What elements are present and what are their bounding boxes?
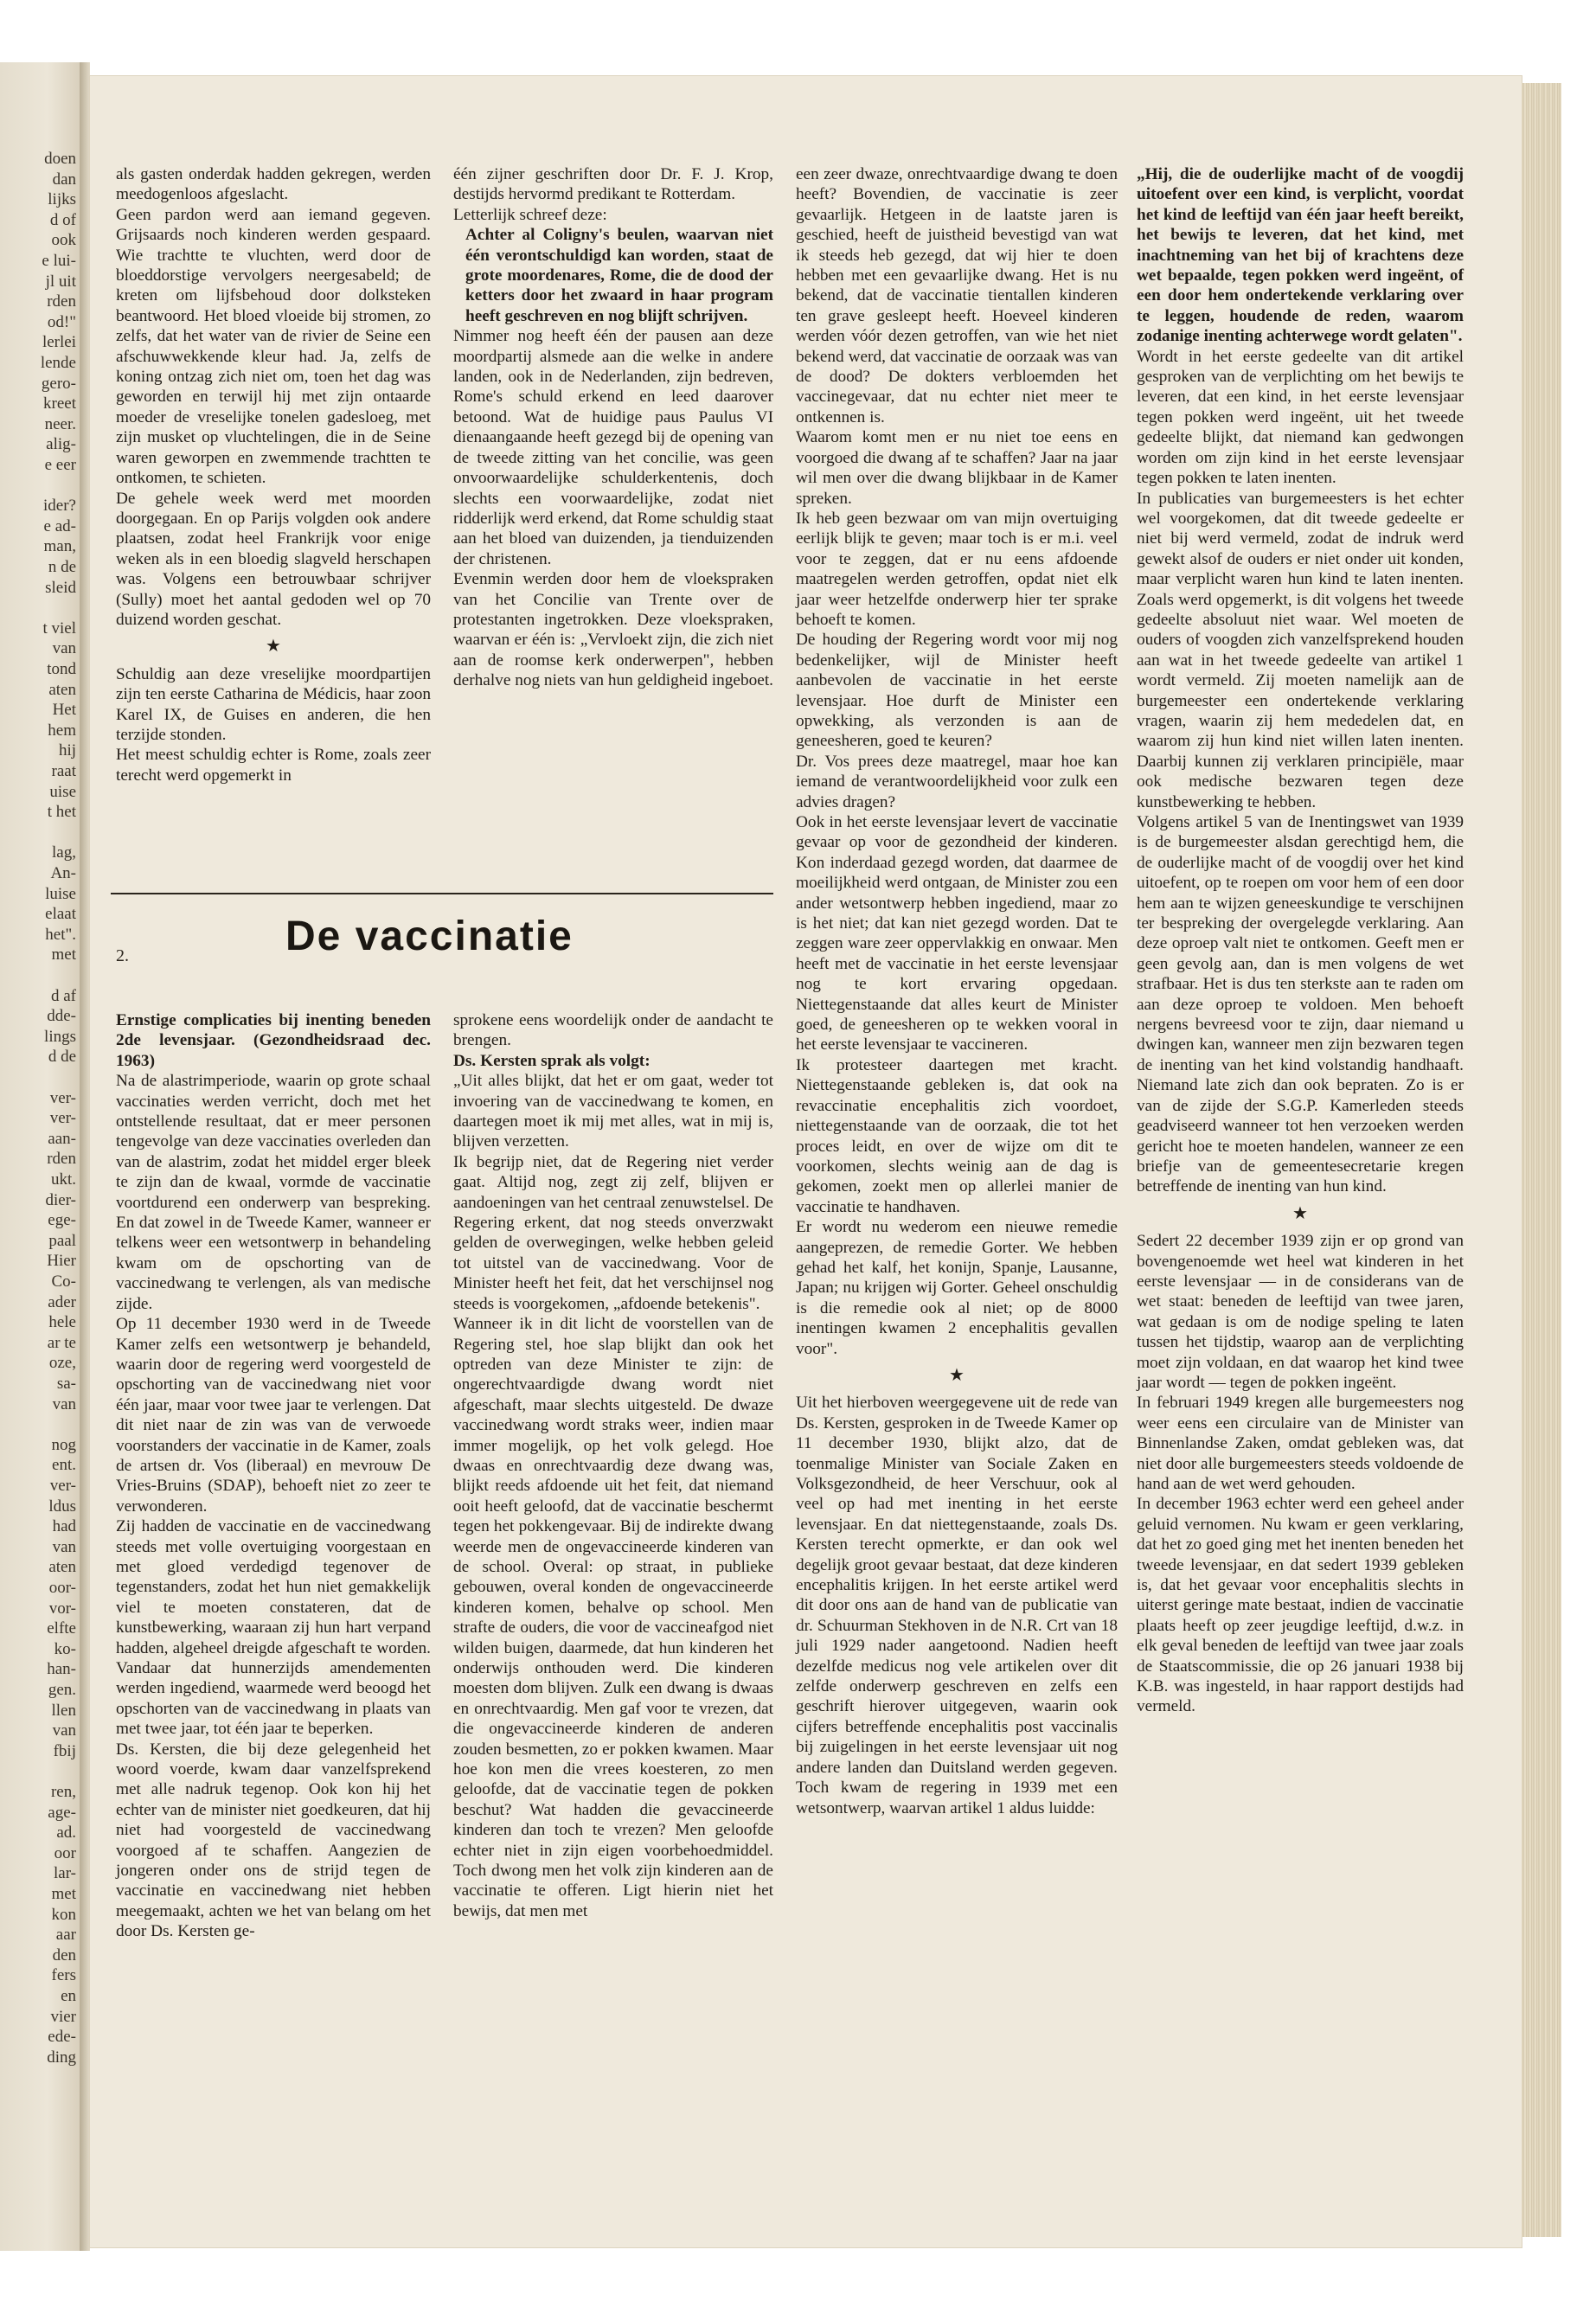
left-page-text-fragment: lar- — [54, 1864, 76, 1883]
left-page-text-fragment: hij — [58, 741, 76, 760]
left-page-text-fragment: ider? — [43, 497, 76, 516]
left-page-text-fragment: van — [52, 639, 76, 658]
paragraph: Ds. Kersten sprak als volgt: — [453, 1051, 651, 1070]
paragraph: In december 1963 echter werd een geheel ander geluid vernomen. Nu kwam er geen verklaring, dat het zo goed ging met het inenten beneden het tweede levensjaar, en dat sedert 1939 gebleken is, dat het gevaar voor encephalitis slechts in uiterst geringe mate bestaat, indien de vaccinatie plaats heeft op zeer jeugdige leeftijd, d.w.z. in elk geval beneden de leeftijd van twee jaar zoals de Staatscommissie, die op 26 januari 1938 bij K.B. was ingesteld, in haar rapport destijds had vermeld. — [1137, 1495, 1464, 1716]
column-3 — [796, 164, 1118, 1818]
left-page-text-fragment: den — [52, 1945, 76, 1965]
left-page-text-fragment: fbij — [53, 1741, 76, 1760]
paragraph: Ik heb geen bezwaar om van mijn overtuiging eerlijk blijk te geven; maar toch is er m.i. veel voor te zeggen, dat er nu eens afdoende maatregelen werden getroffen, opdat niet elk jaar weer hetzelfde onderwerp hier ter sprake behoeft te komen. — [796, 509, 1118, 629]
paragraph: Waarom komt men er nu niet toe eens en voorgoed die dwang af te schaffen? Jaar na jaar wil men over die dwang blijkbaar in de Kamer spreken. — [796, 428, 1118, 508]
left-page-text-fragment: ldus — [48, 1497, 76, 1516]
column-1-top — [116, 164, 431, 785]
paragraph: Evenmin werden door hem de vloekspraken van het Concilie van Trente over de protestanten ingetrokken. Deze vloekspraken, waarvan er één is: „Vervloekt zijn, die zich niet aan de roomse kerk onderwerpen", hebben derhalve nog niets van hun geldigheid ingeboet. — [453, 570, 773, 690]
left-page-text-fragment: ko- — [54, 1639, 76, 1658]
book-gutter — [80, 62, 90, 2251]
paragraph: Volgens artikel 5 van de Inentingswet van 1939 is de burgemeester alsdan gerechtigd hem, die de ouderlijke macht of de voogdij over het kind uitoefent, op te roepen om voor hem of een door hem aan te wijzen geneeskundige te verschijnen ter bespreking der overgelegde verklaring. Aan deze oproep valt niet te ontkomen. Geeft men er geen gevolg aan, dan is men volgens de wet strafbaar. Het is dus ten sterkste aan te raden om aan deze oproep te voldoen. Men behoeft nergens bevreesd voor te zijn, daar niemand u dwingen kan, wanneer men zijn bezwaren tegen de inenting van het kind volstandig handhaaft. Niemand late zich dan ook bepraten. Zo is er van de zijde der S.G.P. Kamerleden steeds geadviseerd wanneer tot hen verzoeken werden gericht hoe te moeten handelen, wanneer ze een briefje van de gemeentesecretarie kregen betreffende de inenting van hun kind. — [1137, 813, 1464, 1196]
paragraph: Ook in het eerste levensjaar levert de vaccinatie gevaar op voor de gezondheid der kinderen. Kon inderdaad gezegd worden, dat daarmee de moeilijkheid werd ontgaan, de Minister zou een ander wetsontwerp hebben ingediend, maar zo is het niet; dat kan niet gezegd worden. Dat te zeggen ware zeer oppervlakkig en onwaar. Men heeft met de vaccinatie in het eerste levensjaar nog te kort ervaring opgedaan. Niettegenstaande dat alles keurt de Minister goed, de geneesheren op te wekken vooral in het eerste levensjaar te vaccineren. — [796, 813, 1118, 1054]
left-page-text-fragment: ren, — [50, 1783, 76, 1801]
left-page-text-fragment: met — [51, 945, 76, 965]
left-page-text-fragment: gero- — [41, 374, 76, 393]
paragraph: „Hij, die de ouderlijke macht of de voogdij uitoefent over een kind, is verplicht, voordat het kind de leeftijd van één jaar heeft bereikt, het bewijs te leveren, dat het kind, met inachtneming van het bij of krachtens deze wet bepaalde, tegen pokken werd ingeënt, of een door hem ondertekende verklaring over te leggen, houdende de reden, waarom zodanige inenting achterwege wordt gelaten". — [1137, 165, 1464, 346]
section-number: 2. — [116, 946, 129, 965]
left-page-text-fragment: age- — [48, 1803, 76, 1822]
paragraph: Nimmer nog heeft één der pausen aan deze moordpartij alsmede aan die welke in andere landen, ook in de Nederlanden, zijn bedreven, Rome's schuld erkend en leed daarover betoond. Wat de huidige paus Paulus VI dienaangaande heeft gezegd bij de opening van de tweede zitting van het concilie, was geen onvoorwaardelijke schulderkentenis, doch slechts een voorwaardelijke, zodat niet ridderlijk werd erkend, dat Rome schuldig staat aan het bloed van duizenden, ja tienduizenden der christenen. — [453, 327, 773, 568]
left-page-text-fragment: aten — [48, 1558, 76, 1577]
left-page-text-fragment: oze, — [48, 1354, 76, 1373]
left-page-text-fragment: e lui- — [42, 252, 76, 270]
left-page-text-fragment: hele — [48, 1313, 76, 1332]
left-page-text-fragment: aten — [48, 680, 76, 699]
left-page-text-fragment: jl uit — [45, 272, 76, 291]
left-page-text-fragment: van — [52, 1721, 76, 1740]
left-page-text-fragment: ar te — [47, 1333, 76, 1352]
paragraph: Op 11 december 1930 werd in de Tweede Kamer zelfs een wetsontwerp je behandeld, waarin door de regering werd voorgesteld de opschorting van de vaccinedwang niet voor één jaar, maar voor twee jaar te verlengen. Dat dit niet naar de zin was van de verwoede voorstanders der vaccinatie in de Kamer, zoals de artsen dr. Vos (liberaal) en mevrouw De Vries-Bruins (SDAP), behoeft niet zo zeer te verwonderen. — [116, 1315, 431, 1516]
left-page-text-fragment: Hier — [47, 1252, 76, 1271]
separator-star: ★ — [949, 1365, 965, 1385]
column-2-top — [453, 164, 773, 691]
left-page-text-fragment: Co- — [51, 1272, 76, 1291]
left-page-text-fragment: had — [52, 1517, 76, 1536]
left-page-text-fragment: Het — [52, 701, 76, 720]
left-page-text-fragment: sa- — [56, 1375, 76, 1393]
paragraph: een zeer dwaze, onrechtvaardige dwang te doen heeft? Bovendien, de vaccinatie is zeer gevaarlijk. Hetgeen in de laatste jaren is geschied, heeft de juistheid bevestigd van wat ik steeds heb gezegd, dat wij hier te doen hebben met een gevaarlijke dwang. Het is nu bekend, dat de vaccinatie tientallen kinderen ten grave gesleept heeft. Hoeveel kinderen werden vóór dezen getroffen, van wie het niet bekend werd, dat vaccinatie de oorzaak was van de dood? De dokters verbloemden het vaccinegevaar, dat nu echter niet meer te ontkennen is. — [796, 165, 1118, 426]
column-4 — [1137, 164, 1464, 1717]
left-page-text-fragment: lings — [44, 1027, 76, 1046]
left-page-text-fragment: ede- — [48, 2028, 76, 2047]
left-page-text-fragment: van — [52, 1537, 76, 1556]
left-page-text-fragment: lende — [40, 354, 76, 372]
left-page-text-fragment: uise — [49, 782, 76, 801]
left-page-text-fragment: aar — [55, 1926, 76, 1945]
left-page-text-fragment: ook — [51, 231, 76, 250]
left-page-text-fragment: met — [51, 1885, 76, 1903]
left-page-text-fragment: ent. — [52, 1456, 76, 1475]
separator-star: ★ — [266, 637, 281, 657]
separator-star: ★ — [1292, 1203, 1308, 1223]
paragraph: Na de alastrimperiode, waarin op grote schaal vaccinaties werden verricht, doch met het ontstellende resultaat, dat er meer personen tengevolge van deze vaccinaties overleden dan van de alastrim, zodat het middel erger bleek te zijn dan de kwaal, vormde de vaccinatie voortdurend een onderwerp van bespreking. En dat zowel in de Tweede Kamer, wanneer er telkens weer een wetsontwerp in behandeling kwam om de opschorting van de vaccinedwang te verlengen, als van medische zijde. — [116, 1072, 431, 1313]
paragraph: Achter al Coligny's beulen, waarvan niet één verontschuldigd kan worden, staat de grote moordenares, Rome, die de dood der ketters door het zwaard in haar program heeft geschreven en nog blijft schrijven. — [465, 226, 773, 325]
left-page-text-fragment: ader — [48, 1292, 76, 1311]
paragraph: Wanneer ik in dit licht de voorstellen van de Regering stel, hoe slap blijkt dan ook het optreden van deze Minister te zijn: de ongerechtvaardigde dwang wordt niet afgeschaft, maar slechts uitgesteld. De dwaze vaccinedwang wordt straks weer, indien maar immer mogelijk, op het volk gelegd. Hoe dwaas en onrechtvaardig deze dwang was, blijkt reeds afdoende uit het feit, dat niemand ooit heeft geloofd, dat de vaccinatie beschermt tegen het pokkengevaar. Bij de indirekte dwang weerde men de ongevaccineerde kinderen van de school. Overal: op straat, in publieke gebouwen, overal konden de ongevaccineerde kinderen komen, behalve op school. Men strafte de ouders, die voor de vaccineafgod niet wilden buigen, daarmede, dat hun kinderen het onderwijs onthouden werd. Die kinderen moesten dom blijven. Zulk een dwang is dwaas en onrechtvaardig. Men gaf voor te vrezen, dat die ongevaccineerde kinderen de anderen zouden besmetten, zo er pokken kwamen. Maar hoe kon men die vrees koesteren, zo men geloofde, dat de vaccinatie tegen de pokken beschut? Wat hadden die gevaccineerde kinderen dan toch te vrezen? Men geloofde echter niet in zijn eigen voorbehoedmiddel. Toch dwong men het volk zijn kinderen aan de vaccinatie te offeren. Ligt hierin niet het bewijs, dat men met — [453, 1315, 773, 1920]
left-page-text-fragment: nog — [51, 1435, 76, 1454]
left-page-text-fragment: oor- — [48, 1579, 76, 1597]
left-page-text-fragment: e ad- — [43, 516, 76, 535]
paragraph: Zij hadden de vaccinatie en de vaccinedwang steeds met volle overtuiging voorgestaan en met gloed verdedigd tegenover de tegenstanders, zodat het hun niet gemakkelijk viel te moeten constateren, dat de kunstbewerking, waaraan zij hun hart verpand hadden, algeheel dreigde afgeschaft te worden. Vandaar dat hunnerzijds amendementen werden ingediend, waarmede werd beoogd het opschorten van de vaccinedwang in plaats van met twee jaar, tot één jaar te beperken. — [116, 1517, 431, 1739]
paragraph: Geen pardon werd aan iemand gegeven. Grijsaards noch kinderen werden gespaard. Wie trachtte te vluchten, werd door de bloeddorstige vervolgers neergesabeld; de kreten om lijfsbehoud door dolksteken beantwoord. Het bloed vloeide bij stromen, zo zelfs, dat het water van de rivier de Seine een afschuwwekkende kleur had. Ja, zelfs de koning ontzag zich niet om, toen het dag was geworden en terwijl hij met zijn ontaarde moeder de vreselijke tonelen gadesloeg, met zijn musket op vluchtelingen, die in de Seine waren geworpen en zwemmende trachtten te ontkomen, te schieten. — [116, 205, 431, 488]
left-page-text-fragment: ege- — [48, 1211, 76, 1230]
paragraph: Ds. Kersten, die bij deze gelegenheid het woord voerde, kwam daar vanzelfsprekend met alle nadruk tegenop. Ook kon hij het echter van de minister niet goedkeuren, dat hij niet had voorgesteld de vaccinedwang voorgoed af te schaffen. Aangezien de jongeren onder ons de strijd tegen de vaccinatie en vaccinedwang niet hebben meegemaakt, achten we het van belang om het door Ds. Kersten ge- — [116, 1740, 431, 1941]
paragraph: Wordt in het eerste gedeelte van dit artikel gesproken van de verplichting om het bewijs te leveren, dat een kind, in het eerste levensjaar tegen pokken werd ingeënt, uit het tweede gedeelte blijkt, dat niemand kan gedwongen worden om zijn kind in het eerste levensjaar tegen pokken te laten inenten. — [1137, 347, 1464, 488]
left-page-text-fragment: d de — [48, 1048, 76, 1067]
left-page-text-fragment: e eer — [44, 456, 76, 474]
left-page-text-fragment: luise — [45, 884, 76, 903]
left-page-fragment — [0, 62, 81, 2251]
left-page-text-fragment: llen — [51, 1701, 76, 1720]
left-page-text-fragment: ad. — [56, 1823, 76, 1843]
left-page-text-fragment: hem — [48, 721, 76, 740]
paragraph: In publicaties van burgemeesters is het echter wel voorgekomen, dat dit tweede gedeelte er niet bij werd vermeld, zodat de indruk werd gewekt alsof de ouders er niet onder uit konden, maar verplicht waren hun kind te laten inenten. Zoals werd opgemerkt, is dit volgens het tweede gedeelte absoluut niet waar. Wel moeten de ouders of voogden zich vanzelfsprekend houden aan wat in het tweede gedeelte van artikel 1 wordt vermeld. Zij moeten namelijk aan de burgemeester een ondertekende verklaring vragen, waarin zij hem mededelen dat, en waarom zij hun kind niet willen laten inenten. Daarbij kunnen zij verklaren principiële, maar ook medische bezwaren tegen deze kunstbewerking te hebben. — [1137, 489, 1464, 811]
left-page-text-fragment: elaat — [45, 905, 76, 924]
paragraph: De houding der Regering wordt voor mij nog bedenkelijker, wijl de Minister heeft aanbevolen de vaccinatie in het eerste levensjaar. Hoe durft de Minister een opwekking, als verzonden is aan de geneesheren, goed te keuren? — [796, 631, 1118, 751]
paragraph: één zijner geschriften door Dr. F. J. Krop, destijds hervormd predikant te Rotterdam. — [453, 165, 773, 204]
left-page-text-fragment: lijks — [48, 190, 76, 209]
section-divider — [111, 893, 773, 894]
paragraph: Ik protesteer daartegen met kracht. Niettegenstaande gebleken is, dat ook na revaccinatie encephalitis zich voordoet, niettegenstaande van de oorzaak, die tot het proces leidt, en over de wijze om dit te voorkomen, slechts weinig aan de dag is gekomen, zoekt men op allerlei manier de vaccinatie te handhaven. — [796, 1055, 1118, 1216]
paragraph: Uit het hierboven weergegevene uit de rede van Ds. Kersten, gesproken in de Tweede Kamer op 11 december 1930, blijkt alzo, dat de toenmalige Minister van Sociale Zaken en Volksgezondheid, de heer Verschuur, ook al veel op had met inenting in het eerste levensjaar. En dat niettegenstaande, zoals Ds. Kersten terecht opmerkte, er dan ook wel degelijk groot gevaar bestaat, dat deze kinderen encephalitis krijgen. In het eerste artikel werd dit door ons aan de hand van de publicatie van dr. Schuurman Stekhoven in de N.R. Crt van 18 juli 1929 nader aangetoond. Nadien heeft dezelfde medicus nog vele artikelen over dit zelfde onderwerp geschreven en zelfs een geschrift hierover uitgegeven, waarin ook cijfers betreffende encephalitis post vaccinalis bij zuigelingen in het eerste levensjaar uit nog andere landen dan Duitsland werden gegeven. Toch kwam de regering in 1939 met een wetsontwerp, waarvan artikel 1 aldus luidde: — [796, 1394, 1118, 1817]
left-page-text-fragment: kreet — [43, 394, 76, 413]
left-page-text-fragment: dier- — [45, 1190, 76, 1209]
left-page-text-fragment: lerlei — [42, 333, 76, 352]
paragraph: sprokene eens woordelijk onder de aandacht te brengen. — [453, 1011, 773, 1050]
paragraph: „Uit alles blijkt, dat het er om gaat, weder tot invoering van de vaccinedwang te komen, en daartegen moet ik mij met alles, wat in mij is, blijven verzetten. — [453, 1072, 773, 1151]
left-page-text-fragment: elfte — [47, 1619, 76, 1638]
left-page-text-fragment: lag, — [52, 843, 76, 862]
paragraph: Ernstige complicaties bij inenting beneden 2de levensjaar. (Gezondheidsraad dec. 1963) — [116, 1011, 431, 1070]
left-page-text-fragment: n de — [48, 558, 76, 576]
left-page-text-fragment: alig- — [46, 435, 76, 454]
left-page-text-fragment: kon — [51, 1905, 76, 1924]
left-page-text-fragment: t het — [47, 803, 76, 822]
paragraph: Het meest schuldig echter is Rome, zoals zeer terecht werd opgemerkt in — [116, 746, 431, 785]
left-page-text-fragment: ver- — [49, 1088, 76, 1107]
column-1-bottom — [116, 1010, 431, 1942]
column-2-bottom — [453, 1010, 773, 1921]
page-stack-edge — [1522, 83, 1561, 2237]
left-page-text-fragment: ding — [47, 2048, 76, 2067]
left-page-text-fragment: paal — [48, 1231, 76, 1250]
section-title: De vaccinatie — [285, 913, 574, 959]
paragraph: De gehele week werd met moorden doorgegaan. En op Parijs volgden ook andere plaatsen, zodat heel Frankrijk voor enige weken als in een bloedig slagveld herschapen was. Volgens een betrouwbaar schrijver (Sully) moet het aantal gedoden wel op 70 duizend worden geschat. — [116, 489, 431, 629]
left-page-text-fragment: d af — [50, 986, 76, 1005]
left-page-text-fragment: od!" — [47, 312, 76, 331]
paragraph: als gasten onderdak hadden gekregen, werden meedogenloos afgeslacht. — [116, 165, 431, 204]
left-page-text-fragment: van — [52, 1394, 76, 1413]
left-page-text-fragment: neer. — [44, 414, 76, 433]
paragraph: Dr. Vos prees deze maatregel, maar hoe kan iemand de verantwoordelijkheid voor zulk een advies dragen? — [796, 752, 1118, 811]
left-page-text-fragment: vor- — [48, 1599, 76, 1618]
paragraph: In februari 1949 kregen alle burgemeesters nog weer eens een circulaire van de Minister van Binnenlandse Zaken, omdat gebleken was, dat niet door alle burgemeesters steeds voldoende de hand aan de wet werd gehouden. — [1137, 1394, 1464, 1493]
left-page-text-fragment: dan — [52, 170, 76, 189]
left-page-text-fragment: man, — [43, 537, 76, 556]
left-page-text-fragment: rden — [47, 1150, 76, 1169]
left-page-text-fragment: gen. — [48, 1681, 76, 1699]
paragraph: Sedert 22 december 1939 zijn er op grond van bovengenoemde wet heel wat kinderen in het eerste levensjaar — in de considerans van de wet staat: beneden de leeftijd van twee jaren, wat gedaan is om de nodige speling te laten tussen het tijdstip, waarop aan de verplichting moet zijn voldaan, en dat waarop het kind twee jaar wordt — tegen de pokken ingeënt. — [1137, 1232, 1464, 1392]
left-page-text-fragment: t viel — [42, 619, 76, 638]
left-page-text-fragment: tond — [47, 660, 76, 678]
left-page-text-fragment: rden — [47, 292, 76, 311]
left-page-text-fragment: doen — [44, 150, 76, 168]
left-page-text-fragment: aan- — [48, 1129, 76, 1148]
paragraph: Letterlijk schreef deze: — [453, 205, 607, 224]
left-page-text-fragment: An- — [50, 864, 76, 882]
left-page-text-fragment: ver- — [49, 1477, 76, 1495]
paragraph: Er wordt nu wederom een nieuwe remedie aangeprezen, de remedie Gorter. We hebben gehad het kalf, het konijn, Spanje, Lausanne, Japan; nu krijgen wij Gorter. Geheel onschuldig is die remedie ook al niet; op de 8000 inentingen kwamen 2 encephalitis gevallen voor". — [796, 1218, 1118, 1358]
left-page-text-fragment: het". — [45, 925, 76, 944]
left-page-text-fragment: dde- — [47, 1007, 76, 1026]
left-page-text-fragment: sleid — [45, 578, 76, 597]
left-page-text-fragment: d of — [49, 210, 76, 229]
left-page-text-fragment: vier — [50, 2007, 76, 2026]
left-page-text-fragment: han- — [47, 1660, 76, 1679]
left-page-text-fragment: ver- — [49, 1109, 76, 1128]
left-page-text-fragment: raat — [51, 762, 76, 780]
left-page-text-fragment: en — [61, 1987, 76, 2005]
left-page-text-fragment: fers — [51, 1966, 76, 1985]
left-page-text-fragment: oor — [54, 1843, 76, 1862]
paragraph: Ik begrijp niet, dat de Regering niet verder gaat. Altijd nog, zegt zij zelf, blijven er aandoeningen van het centraal zenuwstelsel. De Regering erkent, dat nog steeds onverzwakt gelden de overwegingen, welke hebben geleid tot uitstel van de vaccinedwang. Voor de Minister heeft het feit, dat het verschijnsel nog steeds is voorgekomen, „afdoende betekenis". — [453, 1152, 773, 1313]
paragraph: Schuldig aan deze vreselijke moordpartijen zijn ten eerste Catharina de Médicis, haar zoon Karel IX, de Guises en anderen, die hen terzijde stonden. — [116, 664, 431, 744]
left-page-text-fragment: ukt. — [50, 1170, 76, 1189]
